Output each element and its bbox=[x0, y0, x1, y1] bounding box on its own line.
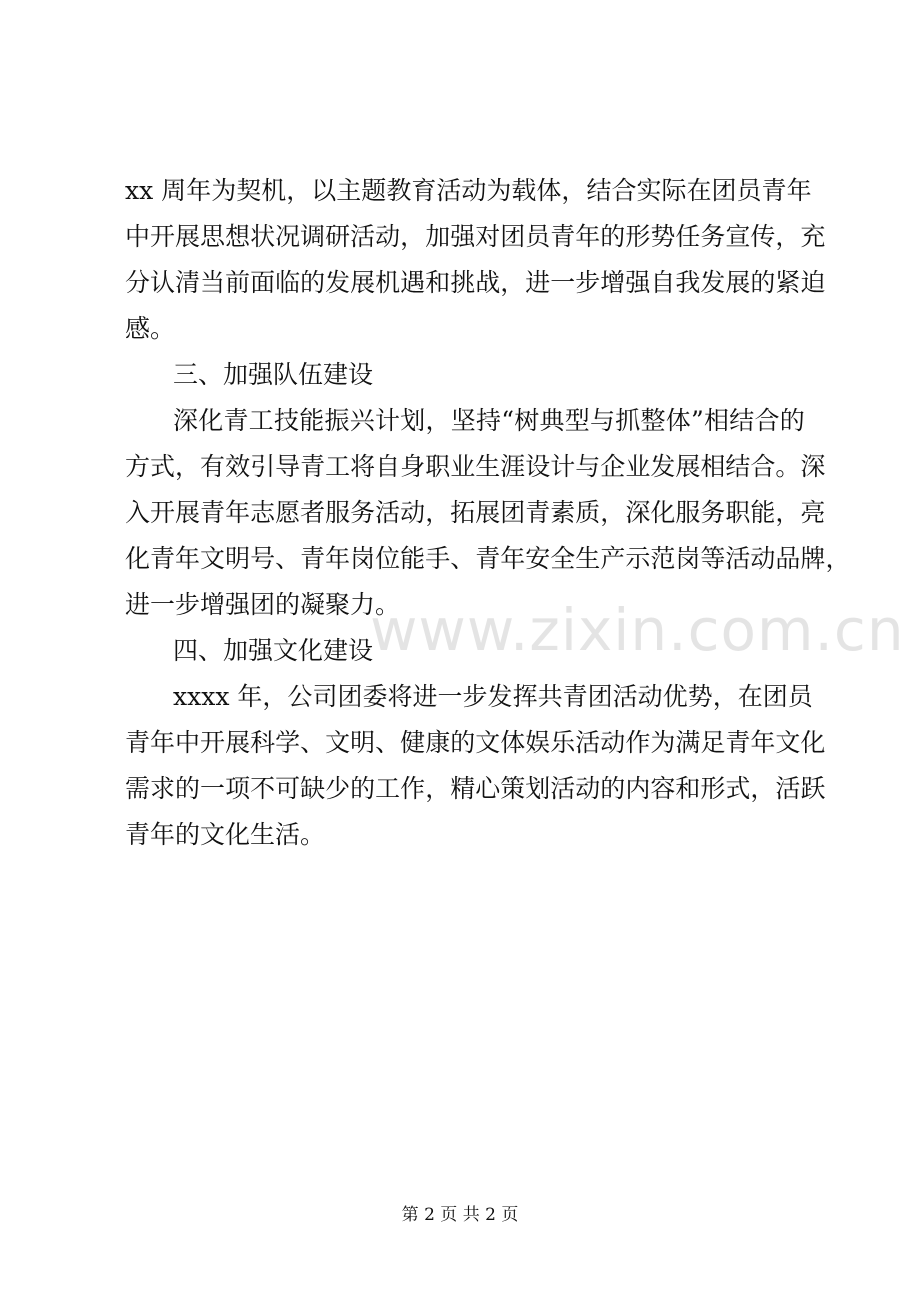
paragraph-line: 进一步增强团的凝聚力。 bbox=[125, 590, 401, 619]
paragraph-line: 青 年 中 开 展 科 学 、 文 明 、 健 康 的 文 体 娱 乐 活 动 作 为 满 足 青 年 文 化 bbox=[125, 728, 826, 757]
section-heading-4: 四、加强文化建设 bbox=[173, 636, 374, 665]
paragraph-line: x x x x 年 ， 公 司 团 委 将 进 一 步 发 挥 共 青 团 活 动 优 势 ， 在 团 员 bbox=[173, 682, 813, 711]
paragraph-line: 分 认 清 当 前 面 临 的 发 展 机 遇 和 挑 战 ， 进 一 步 增 强 自 我 发 展 的 紧 迫 bbox=[125, 268, 826, 297]
paragraph-line: 深 化 青 工 技 能 振 兴 计 划 ， 坚 持 “ 树 典 型 与 抓 整 体 ” 相 结 合 的 bbox=[173, 406, 805, 435]
paragraph-line: x x 周 年 为 契 机 ， 以 主 题 教 育 活 动 为 载 体 ， 结 合 实 际 在 团 员 青 年 bbox=[125, 176, 812, 205]
paragraph-line: 化 青 年 文 明 号 、 青 年 岗 位 能 手 、 青 年 安 全 生 产 示 范 岗 等 活 动 品 牌 ， bbox=[125, 544, 851, 573]
watermark-text: www.zixin.com.cn bbox=[370, 596, 905, 664]
paragraph-line: 入 开 展 青 年 志 愿 者 服 务 活 动 ， 拓 展 团 青 素 质 ， 深 化 服 务 职 能 ， 亮 bbox=[125, 498, 826, 527]
paragraph-line: 感。 bbox=[125, 314, 176, 343]
paragraph-line: 方 式 ， 有 效 引 导 青 工 将 自 身 职 业 生 涯 设 计 与 企 业 发 展 相 结 合 。 深 bbox=[125, 452, 826, 481]
section-heading-3: 三、加强队伍建设 bbox=[173, 360, 374, 389]
paragraph-line: 中 开 展 思 想 状 况 调 研 活 动 ， 加 强 对 团 员 青 年 的 形 势 任 务 宣 传 ， 充 bbox=[125, 222, 826, 251]
paragraph-line: 青年的文化生活。 bbox=[125, 820, 326, 849]
paragraph-line: 需 求 的 一 项 不 可 缺 少 的 工 作 ， 精 心 策 划 活 动 的 内 容 和 形 式 ， 活 跃 bbox=[125, 774, 826, 803]
document-body bbox=[125, 168, 851, 858]
page-number-footer: 第 2 页 共 2 页 bbox=[401, 1205, 519, 1225]
